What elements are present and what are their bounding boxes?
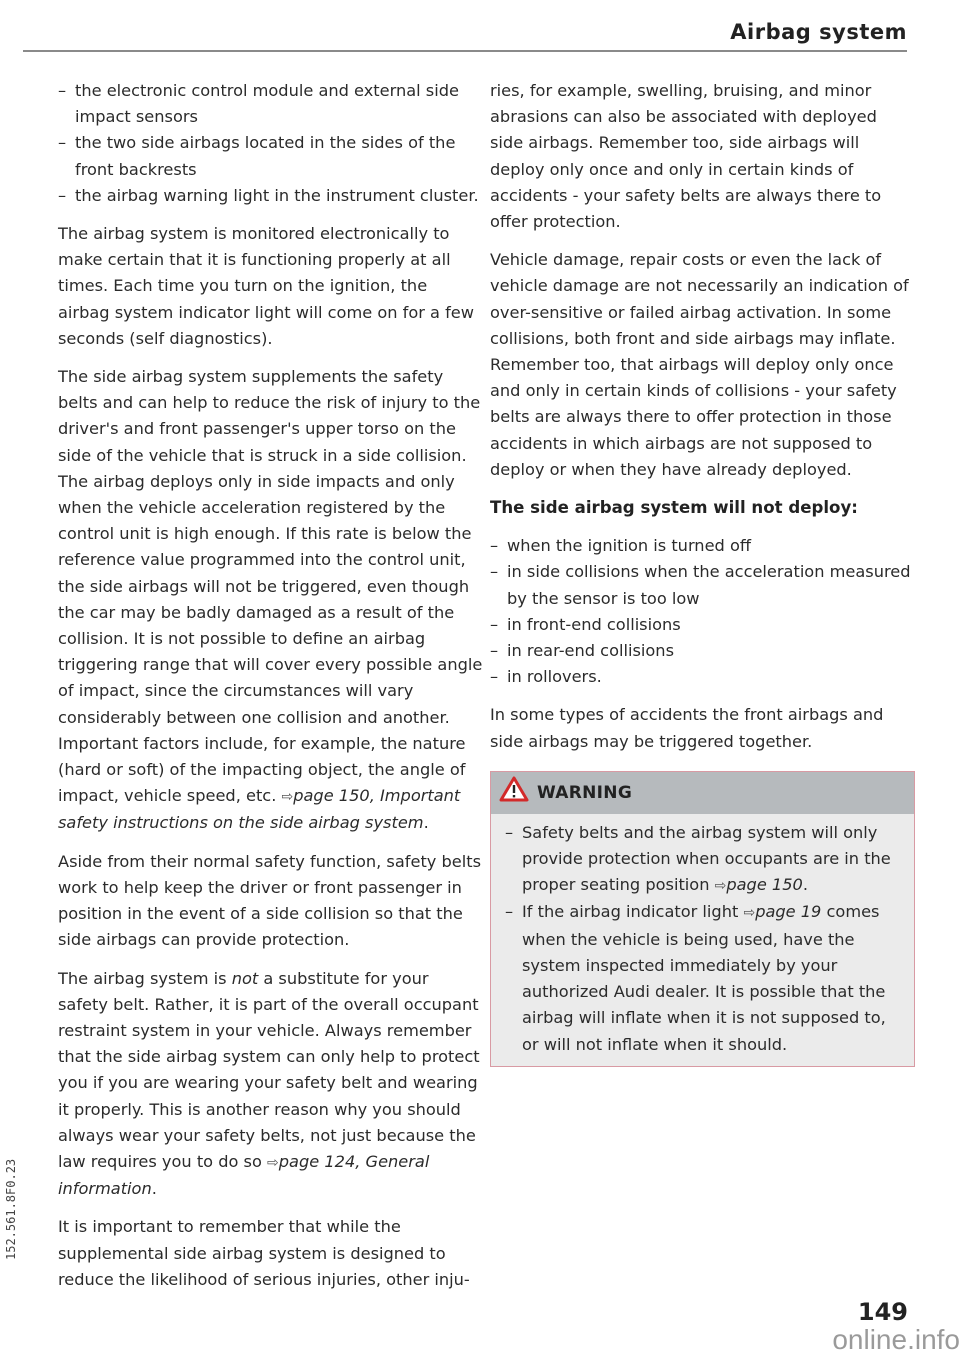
warning-text: If the airbag indicator light xyxy=(522,902,739,922)
list-item: – the two side airbags located in the sides of the front backrests xyxy=(58,130,483,182)
paragraph-text: The side airbag system supplements the safety belts and can help to reduce the risk of injury to the driver's and front passenger's upper torso on the side of the vehicle that is struck in a side collision. The airbag deploys only in side impacts and only when the vehicle acceleration registered by the control unit is high enough. If this rate is below the reference value programmed into the control unit, the side airbags will not be triggered, even though the car may be badly damaged as a result of the collision. It is not possible to define an airbag triggering range that will cover every possible angle of impact, since the circumstances will vary considerably between one collision and another. Important factors include, for example, the nature (hard or soft) of the impacting object, the angle of impact, vehicle speed, etc. xyxy=(58,367,483,806)
cross-reference-link[interactable]: page 19 xyxy=(755,902,822,922)
list-item: – in rollovers. xyxy=(490,664,915,690)
paragraph-important: It is important to remember that while the supplemental side airbag system is designed to reduce the likelihood of serious injuries, other inju- xyxy=(58,1217,470,1289)
page-number: 149 xyxy=(857,1298,908,1326)
xref-arrow-icon: ⇨ xyxy=(267,1154,279,1171)
warning-text: Safety belts and the airbag system will only provide protection when occupants are in the proper seating position xyxy=(522,822,891,895)
paragraph-text: The airbag system is xyxy=(58,968,232,988)
right-column xyxy=(490,78,915,1067)
warning-item xyxy=(505,820,902,900)
emphasis: not xyxy=(231,968,259,988)
warning-title: WARNING xyxy=(537,782,633,803)
header-rule xyxy=(23,50,907,52)
list-item: – in side collisions when the acceleration measured by the sensor is too low xyxy=(490,559,915,611)
list-item: – in front-end collisions xyxy=(490,612,915,638)
list-item: – the electronic control module and external side impact sensors xyxy=(58,78,483,130)
xref-arrow-icon: ⇨ xyxy=(714,878,727,895)
not-deploy-list xyxy=(490,533,915,690)
warning-header xyxy=(491,772,914,814)
paragraph-not-substitute xyxy=(58,966,483,1203)
list-item: – when the ignition is turned off xyxy=(490,533,915,559)
warning-body xyxy=(491,814,914,1066)
warning-text: comes when the vehicle is being used, have the system inspected immediately by your authorized Audi dealer. It is possible that the airbag will inflate when it is not supposed to, or will not inflate when it should. xyxy=(522,902,886,1054)
xref-arrow-icon: ⇨ xyxy=(743,905,756,922)
subheading-not-deploy: The side airbag system will not deploy: xyxy=(490,498,858,518)
list-item: – the airbag warning light in the instrument cluster. xyxy=(58,183,483,209)
cross-reference-link[interactable]: page 150, Important safety instructions on the side airbag system xyxy=(58,786,461,833)
watermark: online.info xyxy=(832,1324,960,1355)
punctuation: . xyxy=(802,875,808,895)
warning-box xyxy=(490,771,915,1067)
warning-triangle-icon xyxy=(499,776,529,810)
paragraph-monitoring: The airbag system is monitored electronically to make certain that it is functioning properly at all times. Each time you turn on the ignition, the airbag system indicator light will come on for a few seconds (self diagnostics). xyxy=(58,224,475,348)
warning-list xyxy=(505,820,902,1058)
xref-arrow-icon: ⇨ xyxy=(281,789,294,806)
punctuation: . xyxy=(151,1179,157,1199)
left-column xyxy=(58,78,483,1305)
document-code: 152.561.8F0.23 xyxy=(4,1158,18,1260)
paragraph-supplement xyxy=(58,364,483,837)
cross-reference-link[interactable]: page 150 xyxy=(726,875,803,895)
paragraph-safety-belts: Aside from their normal safety function, safety belts work to help keep the driver or front passenger in position in the event of a side collision so that the side airbags can provide protection. xyxy=(58,851,482,950)
warning-item xyxy=(505,899,902,1057)
paragraph-text: a substitute for your safety belt. Rather, it is part of the overall occupant restraint system in your vehicle. Always remember that the side airbag system can only help to protect you if you are wearing your safety belt and wearing it properly. This is another reason why you should always wear your safety belts, not just because the law requires you to do so xyxy=(58,968,480,1171)
paragraph-triggered-together: In some types of accidents the front airbags and side airbags may be triggered together. xyxy=(490,705,884,751)
section-title: Airbag system xyxy=(730,20,907,44)
list-item: – in rear-end collisions xyxy=(490,638,915,664)
cross-reference-link[interactable]: page 124, General information xyxy=(58,1151,430,1199)
punctuation: . xyxy=(423,813,429,833)
paragraph-vehicle-damage: Vehicle damage, repair costs or even the lack of vehicle damage are not necessarily an indication of over-sensitive or failed airbag activation. In some collisions, both front and side airbags may inflate. Remember too, that airbags will deploy only once and only in certain kinds of collisions - your safety belts are always there to offer protection in those accidents in which airbags are not supposed to deploy or when they have already deployed. xyxy=(490,250,909,479)
paragraph-injuries: ries, for example, swelling, bruising, and minor abrasions can also be associated with deployed side airbags. Remember too, side airbags will deploy only once and only in certain kinds of accidents - your safety belts are always there to offer protection. xyxy=(490,81,882,232)
component-list xyxy=(58,78,483,209)
